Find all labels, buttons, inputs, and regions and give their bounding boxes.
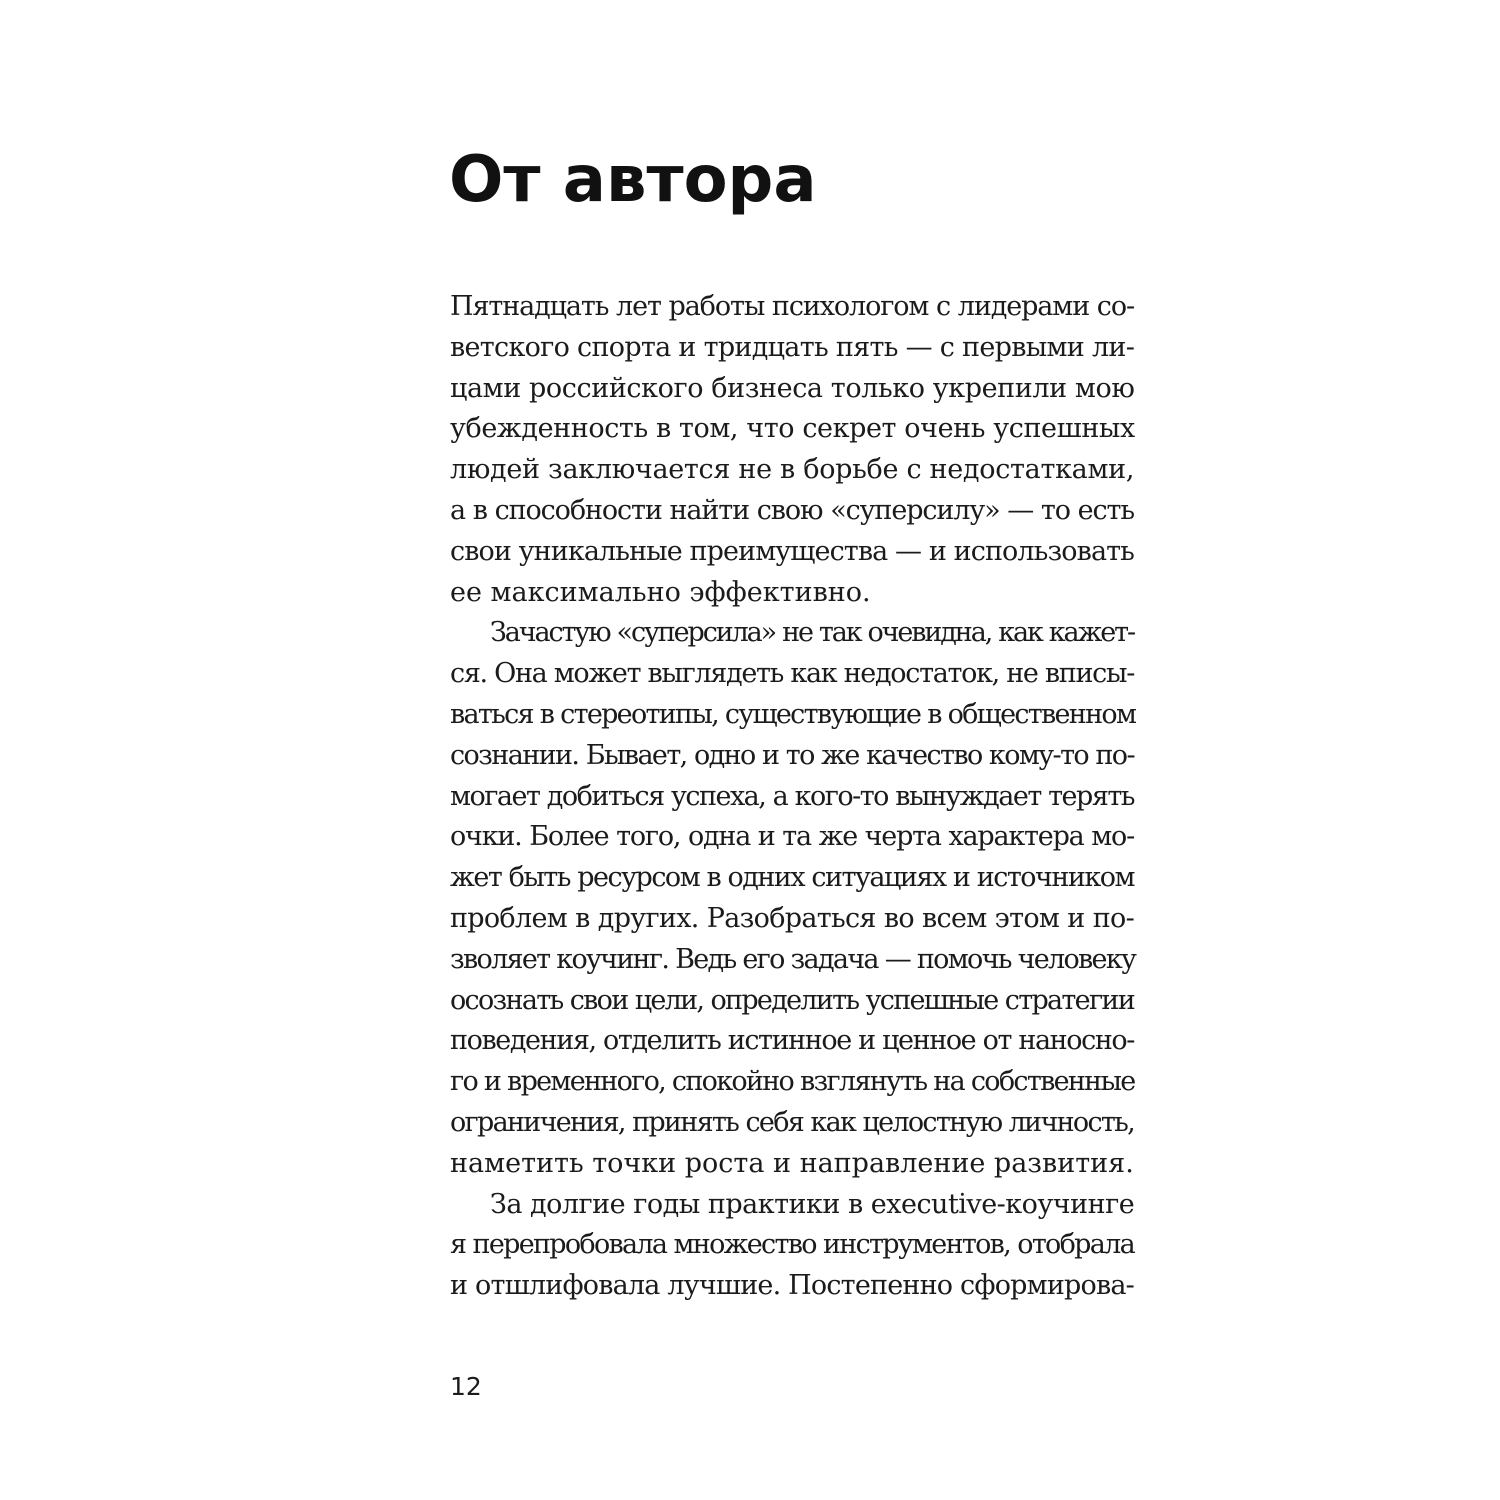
paragraph-3: [450, 1185, 1134, 1307]
text-line: го и временного, спокойно взглянуть на собственные: [450, 1066, 1135, 1098]
text-line: сознании. Бывает, одно и то же качество кому-то по-: [450, 739, 1134, 771]
text-line: и отшлифовала лучшие. Постепенно сформирова-: [450, 1270, 1134, 1302]
paragraph-2: [450, 613, 1134, 1184]
text-line: убежденность в том, что секрет очень успешных: [450, 413, 1135, 445]
paragraph-1: [450, 287, 1134, 613]
text-line: цами российского бизнеса только укрепили мою: [450, 372, 1135, 404]
text-line: ограничения, принять себя как целостную личность,: [450, 1106, 1134, 1138]
text-line: наметить точки роста и направление развития.: [450, 1147, 1134, 1179]
text-line: За долгие годы практики в executive-коучинге: [490, 1188, 1135, 1220]
text-line: людей заключается не в борьбе с недостатками,: [450, 454, 1135, 486]
text-line: ее максимально эффективно.: [450, 576, 871, 608]
text-line: могает добиться успеха, а кого-то вынуждает терять: [450, 780, 1134, 812]
text-line: ся. Она может выглядеть как недостаток, не вписы-: [450, 658, 1135, 690]
text-line: а в способности найти свою «суперсилу» — то есть: [450, 494, 1134, 526]
text-line: проблем в других. Разобраться во всем этом и по-: [450, 902, 1134, 934]
text-line: ветского спорта и тридцать пять — с первыми ли-: [450, 331, 1135, 363]
text-line: жет быть ресурсом в одних ситуациях и источником: [450, 862, 1134, 894]
text-line: Пятнадцать лет работы психологом с лидерами со-: [450, 291, 1134, 322]
chapter-heading: От автора: [449, 143, 817, 217]
text-line: Зачастую «суперсила» не так очевидна, как кажет-: [490, 617, 1134, 649]
text-line: свои уникальные преимущества — и использовать: [450, 535, 1134, 567]
text-line: я перепробовала множество инструментов, отобрала: [450, 1229, 1134, 1261]
body-text: [450, 287, 1134, 1307]
text-line: ваться в стереотипы, существующие в общественном: [450, 698, 1136, 730]
text-line: очки. Более того, одна и та же черта характера мо-: [450, 821, 1134, 853]
text-line: осознать свои цели, определить успешные стратегии: [450, 984, 1134, 1016]
text-line: зволяет коучинг. Ведь его задача — помочь человеку: [450, 943, 1136, 975]
text-line: поведения, отделить истинное и ценное от наносно-: [450, 1025, 1134, 1057]
page-number: 12: [450, 1372, 482, 1401]
